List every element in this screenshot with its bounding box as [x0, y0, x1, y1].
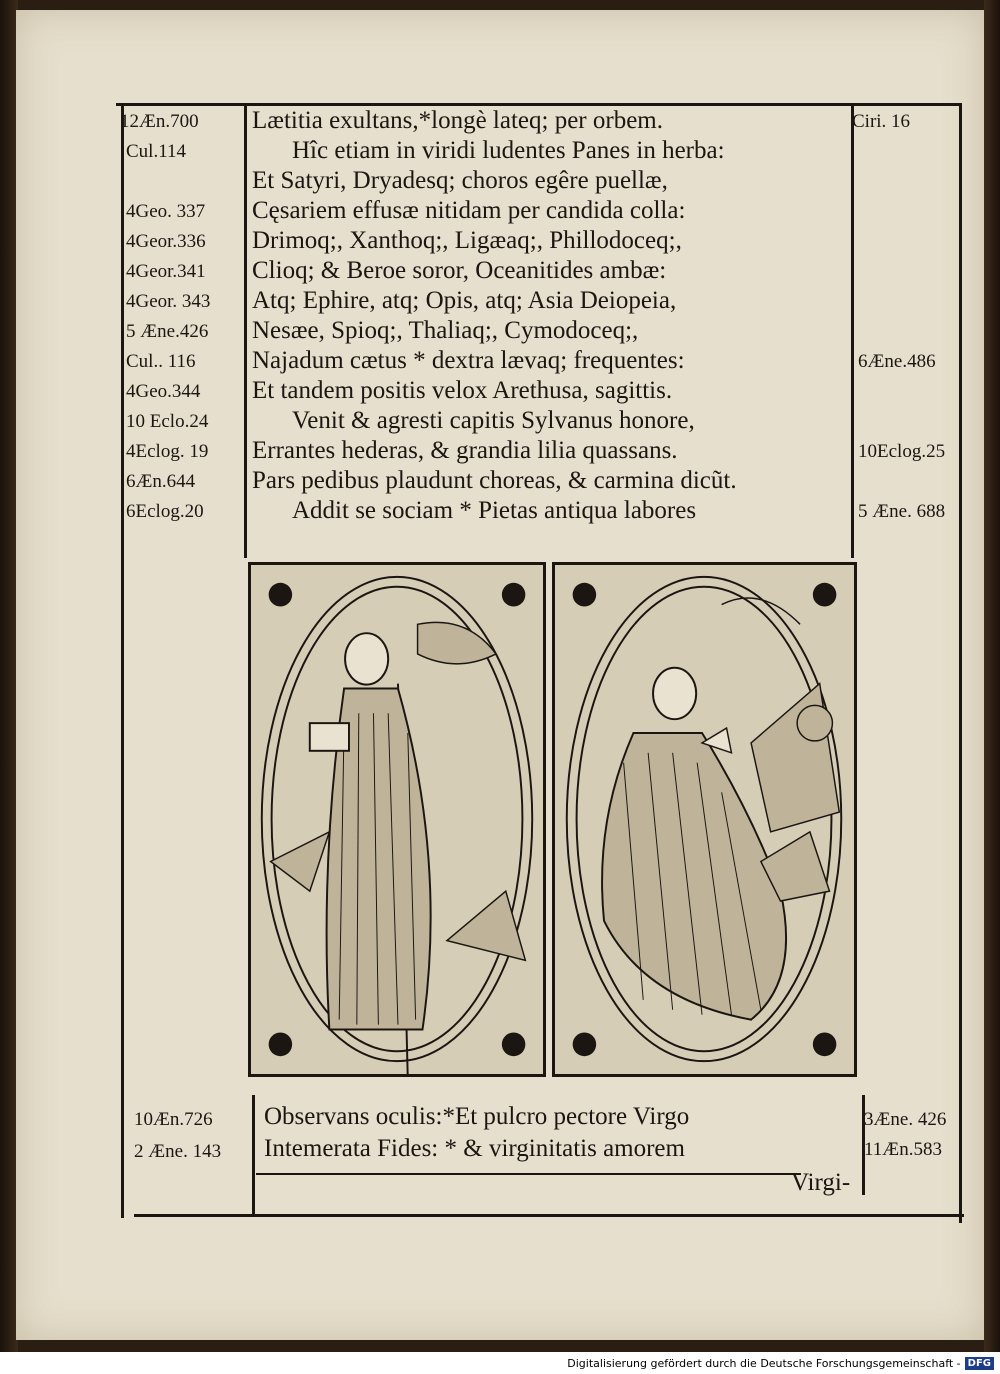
right-margin-reference: 10Eclog.25 [858, 441, 946, 462]
left-margin-reference: 4Geor.336 [126, 231, 206, 252]
verse-line: Pars pedibus plaudunt choreas, & carmina dicũt. [252, 467, 737, 494]
book-page [16, 10, 984, 1340]
verse-line: Drimoq;, Xanthoq;, Ligæaq;, Phillodoceq;, [252, 227, 682, 254]
verse-line: Najadum cætus * dextra lævaq; frequentes: [252, 347, 685, 374]
verse-line: Cęsariem effusæ nitidam per candida colla: [252, 197, 686, 224]
verse-line: Nesæe, Spioq;, Thaliaq;, Cymodoceq;, [252, 317, 639, 344]
verse-line: Et Satyri, Dryadesq; choros egêre puellæ, [252, 167, 668, 194]
woodcut-pietas-figure-icon [251, 565, 543, 1074]
bottom-right-margin-reference: 11Æn.583 [864, 1139, 942, 1160]
woodcut-left [248, 562, 546, 1077]
woodcut-fides-figure-icon [555, 565, 854, 1074]
verse-line: Atq; Ephire, atq; Opis, atq; Asia Deiopeia, [252, 287, 677, 314]
left-margin-reference: 4Geor.341 [126, 261, 206, 282]
left-margin-reference: Cul.114 [126, 141, 186, 162]
left-margin-reference: 4Geor. 343 [126, 291, 211, 312]
verse-line: Addit se sociam * Pietas antiqua labores [292, 497, 697, 524]
verse-line: Clioq; & Beroe soror, Oceanitides ambæ: [252, 257, 667, 284]
left-margin-reference: Cul.. 116 [126, 351, 196, 372]
footer-text: Digitalisierung gefördert durch die Deutsche Forschungsgemeinschaft - [567, 1356, 961, 1370]
verse-line: Errantes hederas, & grandia lilia quassans. [252, 437, 678, 464]
right-margin-reference: Ciri. 16 [852, 111, 911, 132]
left-inner-rule-bottom [252, 1095, 255, 1215]
right-outer-rule [959, 103, 962, 1223]
left-margin-reference: 5 Æne.426 [126, 321, 209, 342]
right-margin-reference: 6Æne.486 [858, 351, 936, 372]
bottom-rule [134, 1214, 964, 1217]
left-margin-reference: 4Geo. 337 [126, 201, 206, 222]
dfg-logo-icon: DFG [965, 1357, 994, 1370]
left-inner-rule-top [244, 103, 247, 558]
verse-line: Hîc etiam in viridi ludentes Panes in herba: [292, 137, 725, 164]
left-margin-reference: 4Eclog. 19 [126, 441, 209, 462]
bottom-verse-line: Observans oculis:*Et pulcro pectore Virgo [264, 1103, 690, 1130]
left-outer-rule [121, 103, 124, 1218]
digitization-footer [0, 1352, 1000, 1374]
right-margin-reference: 5 Æne. 688 [858, 501, 946, 522]
page-edge [984, 0, 1000, 1374]
left-margin-reference: 6Eclog.20 [126, 501, 204, 522]
verse-line: Venit & agresti capitis Sylvanus honore, [292, 407, 695, 434]
left-margin-reference: 10 Eclo.24 [126, 411, 209, 432]
woodcut-right [552, 562, 857, 1077]
bottom-left-margin-reference: 10Æn.726 [134, 1109, 213, 1130]
left-margin-reference: 4Geo.344 [126, 381, 201, 402]
bottom-right-margin-reference: 3Æne. 426 [864, 1109, 947, 1130]
catchword: Virgi- [791, 1169, 851, 1196]
left-margin-reference: 6Æn.644 [126, 471, 196, 492]
verse-line: Et tandem positis velox Arethusa, sagittis. [252, 377, 673, 404]
right-inner-rule-top [851, 103, 854, 558]
text-underline-rule [256, 1173, 801, 1175]
verse-line: Lætitia exultans,*longè lateq; per orbem. [252, 107, 663, 134]
left-margin-reference: 12Æn.700 [120, 111, 199, 132]
bottom-left-margin-reference: 2 Æne. 143 [134, 1141, 222, 1162]
bottom-verse-line: Intemerata Fides: * & virginitatis amorem [264, 1135, 685, 1162]
